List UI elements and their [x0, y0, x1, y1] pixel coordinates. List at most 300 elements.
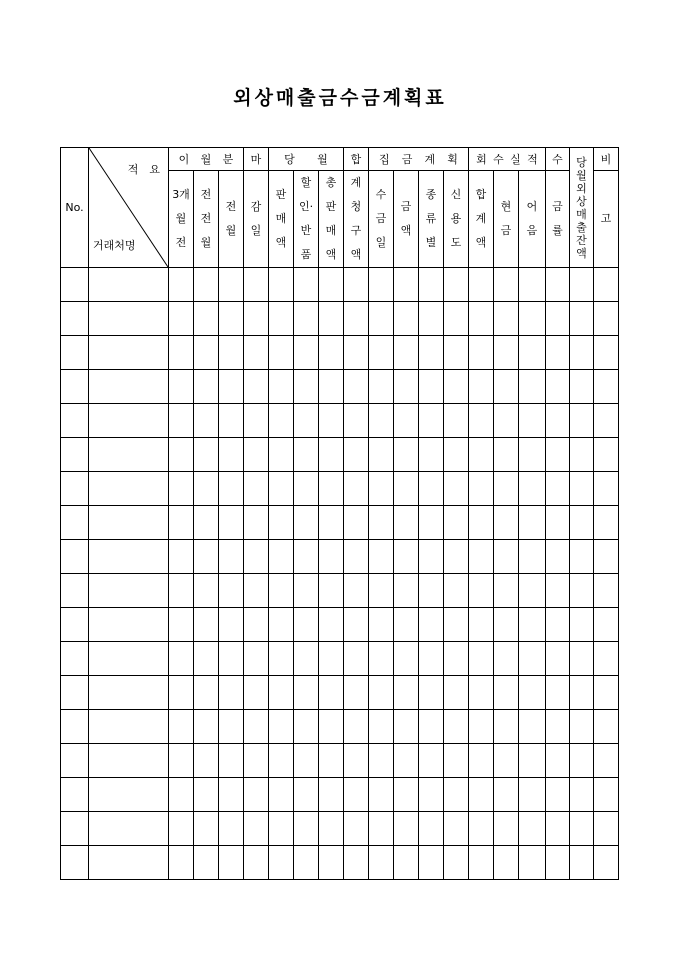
- table-cell[interactable]: [344, 778, 369, 812]
- table-cell[interactable]: [89, 574, 169, 608]
- table-cell[interactable]: [169, 778, 194, 812]
- table-cell[interactable]: [319, 268, 344, 302]
- table-cell[interactable]: [89, 642, 169, 676]
- table-cell[interactable]: [369, 472, 394, 506]
- table-cell[interactable]: [344, 676, 369, 710]
- table-cell[interactable]: [594, 846, 619, 880]
- table-cell[interactable]: [394, 676, 419, 710]
- table-cell[interactable]: [369, 812, 394, 846]
- table-cell[interactable]: [369, 778, 394, 812]
- table-cell[interactable]: [169, 472, 194, 506]
- table-cell[interactable]: [546, 268, 570, 302]
- table-cell[interactable]: [169, 812, 194, 846]
- table-cell[interactable]: [244, 404, 269, 438]
- table-cell[interactable]: [570, 642, 594, 676]
- table-cell[interactable]: [469, 710, 494, 744]
- table-cell[interactable]: [546, 438, 570, 472]
- table-cell[interactable]: [319, 438, 344, 472]
- table-cell[interactable]: [294, 846, 319, 880]
- table-cell[interactable]: [469, 744, 494, 778]
- table-cell[interactable]: [519, 710, 546, 744]
- table-cell[interactable]: [594, 404, 619, 438]
- table-cell[interactable]: [494, 778, 519, 812]
- table-cell[interactable]: [61, 472, 89, 506]
- table-cell[interactable]: [269, 744, 294, 778]
- table-cell[interactable]: [194, 846, 219, 880]
- table-cell[interactable]: [294, 574, 319, 608]
- table-cell[interactable]: [89, 676, 169, 710]
- table-cell[interactable]: [546, 336, 570, 370]
- table-cell[interactable]: [319, 336, 344, 370]
- table-cell[interactable]: [194, 302, 219, 336]
- table-cell[interactable]: [494, 744, 519, 778]
- table-cell[interactable]: [519, 540, 546, 574]
- table-cell[interactable]: [219, 540, 244, 574]
- table-cell[interactable]: [344, 370, 369, 404]
- table-cell[interactable]: [369, 336, 394, 370]
- table-cell[interactable]: [419, 812, 444, 846]
- table-cell[interactable]: [169, 268, 194, 302]
- table-cell[interactable]: [570, 472, 594, 506]
- table-cell[interactable]: [344, 336, 369, 370]
- table-cell[interactable]: [546, 744, 570, 778]
- table-cell[interactable]: [494, 370, 519, 404]
- table-cell[interactable]: [494, 540, 519, 574]
- table-cell[interactable]: [419, 472, 444, 506]
- table-cell[interactable]: [319, 540, 344, 574]
- table-cell[interactable]: [394, 710, 419, 744]
- table-cell[interactable]: [369, 676, 394, 710]
- table-cell[interactable]: [219, 574, 244, 608]
- table-cell[interactable]: [194, 336, 219, 370]
- table-cell[interactable]: [319, 574, 344, 608]
- table-cell[interactable]: [194, 438, 219, 472]
- table-cell[interactable]: [219, 404, 244, 438]
- table-cell[interactable]: [519, 336, 546, 370]
- table-cell[interactable]: [169, 642, 194, 676]
- table-cell[interactable]: [319, 404, 344, 438]
- table-cell[interactable]: [194, 370, 219, 404]
- table-cell[interactable]: [519, 744, 546, 778]
- table-cell[interactable]: [244, 540, 269, 574]
- table-cell[interactable]: [319, 302, 344, 336]
- table-cell[interactable]: [519, 506, 546, 540]
- table-cell[interactable]: [219, 846, 244, 880]
- table-cell[interactable]: [61, 506, 89, 540]
- table-cell[interactable]: [444, 404, 469, 438]
- table-cell[interactable]: [494, 812, 519, 846]
- table-cell[interactable]: [469, 574, 494, 608]
- table-cell[interactable]: [444, 744, 469, 778]
- table-cell[interactable]: [344, 268, 369, 302]
- table-cell[interactable]: [419, 642, 444, 676]
- table-cell[interactable]: [570, 676, 594, 710]
- table-cell[interactable]: [219, 506, 244, 540]
- table-cell[interactable]: [469, 778, 494, 812]
- table-cell[interactable]: [469, 506, 494, 540]
- table-cell[interactable]: [546, 370, 570, 404]
- table-cell[interactable]: [269, 472, 294, 506]
- table-cell[interactable]: [294, 336, 319, 370]
- table-cell[interactable]: [294, 302, 319, 336]
- table-cell[interactable]: [594, 710, 619, 744]
- table-cell[interactable]: [546, 574, 570, 608]
- table-cell[interactable]: [294, 710, 319, 744]
- table-cell[interactable]: [570, 370, 594, 404]
- table-cell[interactable]: [594, 608, 619, 642]
- table-cell[interactable]: [244, 438, 269, 472]
- table-cell[interactable]: [570, 744, 594, 778]
- table-cell[interactable]: [494, 404, 519, 438]
- table-cell[interactable]: [594, 812, 619, 846]
- table-cell[interactable]: [244, 744, 269, 778]
- table-cell[interactable]: [319, 676, 344, 710]
- table-cell[interactable]: [444, 778, 469, 812]
- table-cell[interactable]: [319, 744, 344, 778]
- table-cell[interactable]: [546, 642, 570, 676]
- table-cell[interactable]: [294, 506, 319, 540]
- table-cell[interactable]: [594, 676, 619, 710]
- table-cell[interactable]: [469, 370, 494, 404]
- table-cell[interactable]: [294, 642, 319, 676]
- table-cell[interactable]: [89, 540, 169, 574]
- table-cell[interactable]: [469, 676, 494, 710]
- table-cell[interactable]: [570, 574, 594, 608]
- table-cell[interactable]: [269, 540, 294, 574]
- table-cell[interactable]: [89, 472, 169, 506]
- table-cell[interactable]: [344, 438, 369, 472]
- table-cell[interactable]: [419, 404, 444, 438]
- table-cell[interactable]: [61, 710, 89, 744]
- table-cell[interactable]: [294, 812, 319, 846]
- table-cell[interactable]: [269, 608, 294, 642]
- table-cell[interactable]: [444, 506, 469, 540]
- table-cell[interactable]: [269, 642, 294, 676]
- table-cell[interactable]: [369, 302, 394, 336]
- table-cell[interactable]: [394, 540, 419, 574]
- table-cell[interactable]: [344, 540, 369, 574]
- table-cell[interactable]: [519, 438, 546, 472]
- table-cell[interactable]: [269, 336, 294, 370]
- table-cell[interactable]: [570, 778, 594, 812]
- table-cell[interactable]: [269, 268, 294, 302]
- table-cell[interactable]: [89, 744, 169, 778]
- table-cell[interactable]: [344, 642, 369, 676]
- table-cell[interactable]: [369, 608, 394, 642]
- table-cell[interactable]: [344, 846, 369, 880]
- table-cell[interactable]: [61, 846, 89, 880]
- table-cell[interactable]: [219, 642, 244, 676]
- table-cell[interactable]: [394, 302, 419, 336]
- table-cell[interactable]: [269, 676, 294, 710]
- table-cell[interactable]: [394, 608, 419, 642]
- table-cell[interactable]: [594, 370, 619, 404]
- table-cell[interactable]: [169, 506, 194, 540]
- table-cell[interactable]: [369, 370, 394, 404]
- table-cell[interactable]: [344, 812, 369, 846]
- table-cell[interactable]: [89, 846, 169, 880]
- table-cell[interactable]: [344, 574, 369, 608]
- table-cell[interactable]: [369, 540, 394, 574]
- table-cell[interactable]: [419, 574, 444, 608]
- table-cell[interactable]: [394, 336, 419, 370]
- table-cell[interactable]: [169, 846, 194, 880]
- table-cell[interactable]: [89, 404, 169, 438]
- table-cell[interactable]: [519, 472, 546, 506]
- table-cell[interactable]: [519, 642, 546, 676]
- table-cell[interactable]: [494, 846, 519, 880]
- table-cell[interactable]: [570, 268, 594, 302]
- table-cell[interactable]: [546, 302, 570, 336]
- table-cell[interactable]: [219, 370, 244, 404]
- table-cell[interactable]: [444, 302, 469, 336]
- table-cell[interactable]: [294, 268, 319, 302]
- table-cell[interactable]: [394, 472, 419, 506]
- table-cell[interactable]: [419, 302, 444, 336]
- table-cell[interactable]: [546, 710, 570, 744]
- table-cell[interactable]: [469, 268, 494, 302]
- table-cell[interactable]: [469, 404, 494, 438]
- table-cell[interactable]: [61, 676, 89, 710]
- table-cell[interactable]: [444, 268, 469, 302]
- table-cell[interactable]: [61, 778, 89, 812]
- table-cell[interactable]: [546, 608, 570, 642]
- table-cell[interactable]: [244, 710, 269, 744]
- table-cell[interactable]: [194, 608, 219, 642]
- table-cell[interactable]: [169, 540, 194, 574]
- table-cell[interactable]: [394, 438, 419, 472]
- table-cell[interactable]: [244, 506, 269, 540]
- table-cell[interactable]: [194, 540, 219, 574]
- table-cell[interactable]: [570, 336, 594, 370]
- table-cell[interactable]: [444, 642, 469, 676]
- table-cell[interactable]: [169, 574, 194, 608]
- table-cell[interactable]: [169, 676, 194, 710]
- table-cell[interactable]: [369, 744, 394, 778]
- table-cell[interactable]: [494, 710, 519, 744]
- table-cell[interactable]: [369, 642, 394, 676]
- table-cell[interactable]: [394, 744, 419, 778]
- table-cell[interactable]: [344, 302, 369, 336]
- table-cell[interactable]: [294, 404, 319, 438]
- table-cell[interactable]: [494, 574, 519, 608]
- table-cell[interactable]: [294, 438, 319, 472]
- table-cell[interactable]: [319, 642, 344, 676]
- table-cell[interactable]: [570, 608, 594, 642]
- table-cell[interactable]: [269, 710, 294, 744]
- table-cell[interactable]: [194, 744, 219, 778]
- table-cell[interactable]: [319, 506, 344, 540]
- table-cell[interactable]: [89, 710, 169, 744]
- table-cell[interactable]: [194, 778, 219, 812]
- table-cell[interactable]: [89, 812, 169, 846]
- table-cell[interactable]: [61, 812, 89, 846]
- table-cell[interactable]: [269, 778, 294, 812]
- table-cell[interactable]: [546, 812, 570, 846]
- table-cell[interactable]: [419, 540, 444, 574]
- table-cell[interactable]: [519, 302, 546, 336]
- table-cell[interactable]: [594, 642, 619, 676]
- table-cell[interactable]: [494, 642, 519, 676]
- table-cell[interactable]: [319, 370, 344, 404]
- table-cell[interactable]: [194, 710, 219, 744]
- table-cell[interactable]: [570, 812, 594, 846]
- table-cell[interactable]: [169, 404, 194, 438]
- table-cell[interactable]: [469, 642, 494, 676]
- table-cell[interactable]: [419, 778, 444, 812]
- table-cell[interactable]: [319, 710, 344, 744]
- table-cell[interactable]: [419, 370, 444, 404]
- table-cell[interactable]: [269, 846, 294, 880]
- table-cell[interactable]: [319, 608, 344, 642]
- table-cell[interactable]: [444, 472, 469, 506]
- table-cell[interactable]: [219, 778, 244, 812]
- table-cell[interactable]: [570, 506, 594, 540]
- table-cell[interactable]: [444, 540, 469, 574]
- table-cell[interactable]: [61, 642, 89, 676]
- table-cell[interactable]: [394, 506, 419, 540]
- table-cell[interactable]: [61, 302, 89, 336]
- table-cell[interactable]: [294, 472, 319, 506]
- table-cell[interactable]: [394, 404, 419, 438]
- table-cell[interactable]: [469, 540, 494, 574]
- table-cell[interactable]: [394, 846, 419, 880]
- table-cell[interactable]: [319, 778, 344, 812]
- table-cell[interactable]: [394, 268, 419, 302]
- table-cell[interactable]: [169, 608, 194, 642]
- table-cell[interactable]: [269, 812, 294, 846]
- table-cell[interactable]: [570, 404, 594, 438]
- table-cell[interactable]: [244, 846, 269, 880]
- table-cell[interactable]: [394, 778, 419, 812]
- table-cell[interactable]: [219, 676, 244, 710]
- table-cell[interactable]: [244, 336, 269, 370]
- table-cell[interactable]: [244, 370, 269, 404]
- table-cell[interactable]: [570, 438, 594, 472]
- table-cell[interactable]: [319, 846, 344, 880]
- table-cell[interactable]: [61, 370, 89, 404]
- table-cell[interactable]: [494, 302, 519, 336]
- table-cell[interactable]: [244, 302, 269, 336]
- table-cell[interactable]: [394, 642, 419, 676]
- table-cell[interactable]: [194, 676, 219, 710]
- table-cell[interactable]: [494, 676, 519, 710]
- table-cell[interactable]: [319, 812, 344, 846]
- table-cell[interactable]: [519, 846, 546, 880]
- table-cell[interactable]: [419, 676, 444, 710]
- table-cell[interactable]: [494, 268, 519, 302]
- table-cell[interactable]: [194, 404, 219, 438]
- table-cell[interactable]: [419, 608, 444, 642]
- table-cell[interactable]: [394, 812, 419, 846]
- table-cell[interactable]: [419, 438, 444, 472]
- table-cell[interactable]: [219, 744, 244, 778]
- table-cell[interactable]: [169, 744, 194, 778]
- table-cell[interactable]: [244, 608, 269, 642]
- table-cell[interactable]: [89, 438, 169, 472]
- table-cell[interactable]: [570, 302, 594, 336]
- table-cell[interactable]: [61, 268, 89, 302]
- table-cell[interactable]: [194, 506, 219, 540]
- table-cell[interactable]: [494, 438, 519, 472]
- table-cell[interactable]: [369, 710, 394, 744]
- table-cell[interactable]: [594, 336, 619, 370]
- table-cell[interactable]: [469, 846, 494, 880]
- table-cell[interactable]: [369, 506, 394, 540]
- table-cell[interactable]: [546, 846, 570, 880]
- table-cell[interactable]: [546, 778, 570, 812]
- table-cell[interactable]: [394, 574, 419, 608]
- table-cell[interactable]: [444, 438, 469, 472]
- table-cell[interactable]: [394, 370, 419, 404]
- table-cell[interactable]: [219, 302, 244, 336]
- table-cell[interactable]: [570, 846, 594, 880]
- table-cell[interactable]: [519, 608, 546, 642]
- table-cell[interactable]: [219, 336, 244, 370]
- table-cell[interactable]: [546, 676, 570, 710]
- table-cell[interactable]: [269, 404, 294, 438]
- table-cell[interactable]: [519, 404, 546, 438]
- table-cell[interactable]: [369, 574, 394, 608]
- table-cell[interactable]: [344, 744, 369, 778]
- table-cell[interactable]: [244, 472, 269, 506]
- table-cell[interactable]: [444, 336, 469, 370]
- table-cell[interactable]: [344, 472, 369, 506]
- table-cell[interactable]: [244, 642, 269, 676]
- table-cell[interactable]: [219, 608, 244, 642]
- table-cell[interactable]: [419, 506, 444, 540]
- table-cell[interactable]: [594, 540, 619, 574]
- table-cell[interactable]: [519, 370, 546, 404]
- table-cell[interactable]: [294, 608, 319, 642]
- table-cell[interactable]: [594, 302, 619, 336]
- table-cell[interactable]: [594, 778, 619, 812]
- table-cell[interactable]: [194, 574, 219, 608]
- table-cell[interactable]: [61, 438, 89, 472]
- table-cell[interactable]: [444, 370, 469, 404]
- table-cell[interactable]: [244, 676, 269, 710]
- table-cell[interactable]: [169, 336, 194, 370]
- table-cell[interactable]: [419, 336, 444, 370]
- table-cell[interactable]: [244, 574, 269, 608]
- table-cell[interactable]: [469, 302, 494, 336]
- table-cell[interactable]: [344, 710, 369, 744]
- table-cell[interactable]: [269, 506, 294, 540]
- table-cell[interactable]: [194, 812, 219, 846]
- table-cell[interactable]: [594, 744, 619, 778]
- table-cell[interactable]: [369, 846, 394, 880]
- table-cell[interactable]: [219, 710, 244, 744]
- table-cell[interactable]: [594, 268, 619, 302]
- table-cell[interactable]: [469, 336, 494, 370]
- table-cell[interactable]: [89, 370, 169, 404]
- table-cell[interactable]: [319, 472, 344, 506]
- table-cell[interactable]: [369, 404, 394, 438]
- table-cell[interactable]: [444, 608, 469, 642]
- table-cell[interactable]: [219, 268, 244, 302]
- table-cell[interactable]: [444, 710, 469, 744]
- table-cell[interactable]: [469, 608, 494, 642]
- table-cell[interactable]: [344, 506, 369, 540]
- table-cell[interactable]: [194, 268, 219, 302]
- table-cell[interactable]: [194, 642, 219, 676]
- table-cell[interactable]: [244, 778, 269, 812]
- table-cell[interactable]: [294, 370, 319, 404]
- table-cell[interactable]: [594, 472, 619, 506]
- table-cell[interactable]: [219, 812, 244, 846]
- table-cell[interactable]: [570, 710, 594, 744]
- table-cell[interactable]: [61, 404, 89, 438]
